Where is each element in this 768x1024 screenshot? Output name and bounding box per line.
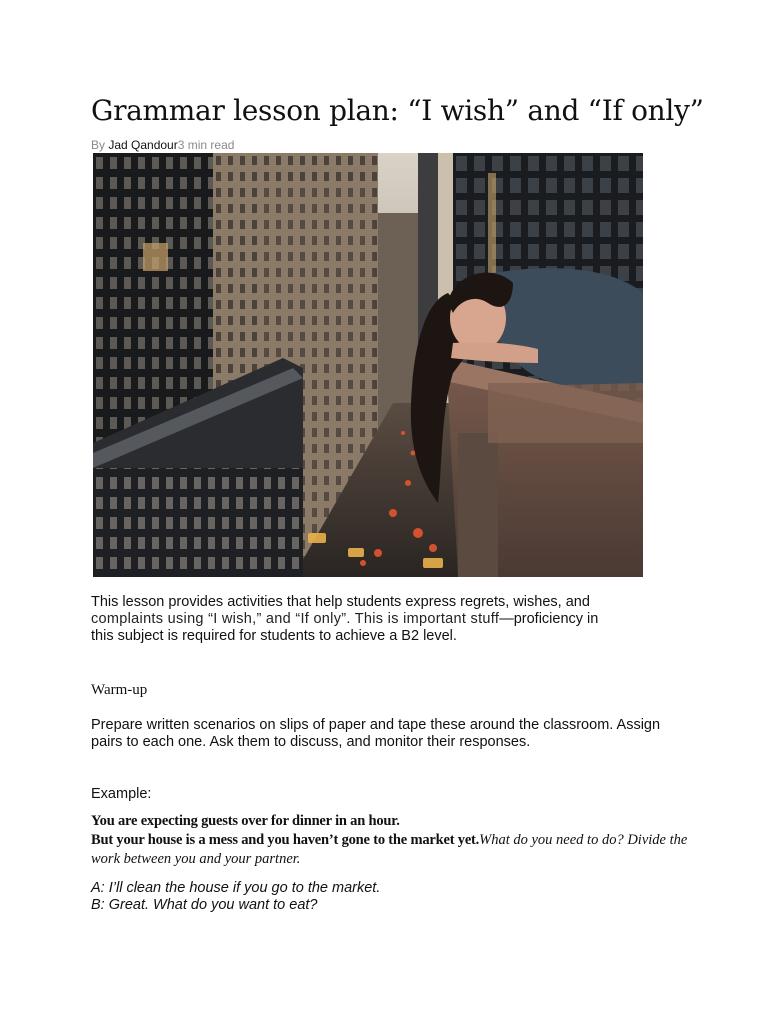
scenario-bold-2: But your house is a mess and you haven’t gone to the market yet. bbox=[91, 832, 480, 848]
byline-prefix: By bbox=[91, 138, 109, 152]
author-link[interactable]: Jad Qandour bbox=[108, 138, 178, 152]
read-time: 3 min read bbox=[177, 138, 235, 152]
hero-image bbox=[93, 153, 643, 577]
dialogue-line: A: I’ll clean the house if you go to the market. bbox=[91, 880, 381, 896]
scenario-bold-1: You are expecting guests over for dinner in an hour. bbox=[91, 813, 400, 829]
page-title: Grammar lesson plan: “I wish” and “If only” bbox=[91, 94, 704, 127]
intro-line-2-part-1: complaints using “I wish,” and “If only”. This is important stuff bbox=[91, 611, 500, 627]
example-label: Example: bbox=[91, 786, 152, 802]
photo-woman-resting-on-rooftop-ledge-city-street-icon bbox=[93, 153, 643, 577]
scenario-italic: What do you need to do? Divide the work between you and your partner. bbox=[91, 832, 688, 867]
example-dialogue bbox=[91, 880, 380, 914]
intro-line-1: This lesson provides activities that help students express regrets, wishes, and bbox=[91, 594, 590, 610]
intro-paragraph bbox=[91, 594, 681, 645]
intro-line-3: this subject is required for students to achieve a B2 level. bbox=[91, 628, 457, 644]
warmup-paragraph: Prepare written scenarios on slips of paper and tape these around the classroom. Assign pairs to each one. Ask them to discuss, and monitor their responses. bbox=[91, 717, 661, 750]
warmup-heading: Warm-up bbox=[91, 682, 148, 698]
dialogue-line: B: Great. What do you want to eat? bbox=[91, 897, 318, 913]
intro-line-2-part-2: —proficiency in bbox=[499, 611, 599, 627]
byline bbox=[91, 137, 234, 153]
example-scenario bbox=[91, 812, 701, 869]
